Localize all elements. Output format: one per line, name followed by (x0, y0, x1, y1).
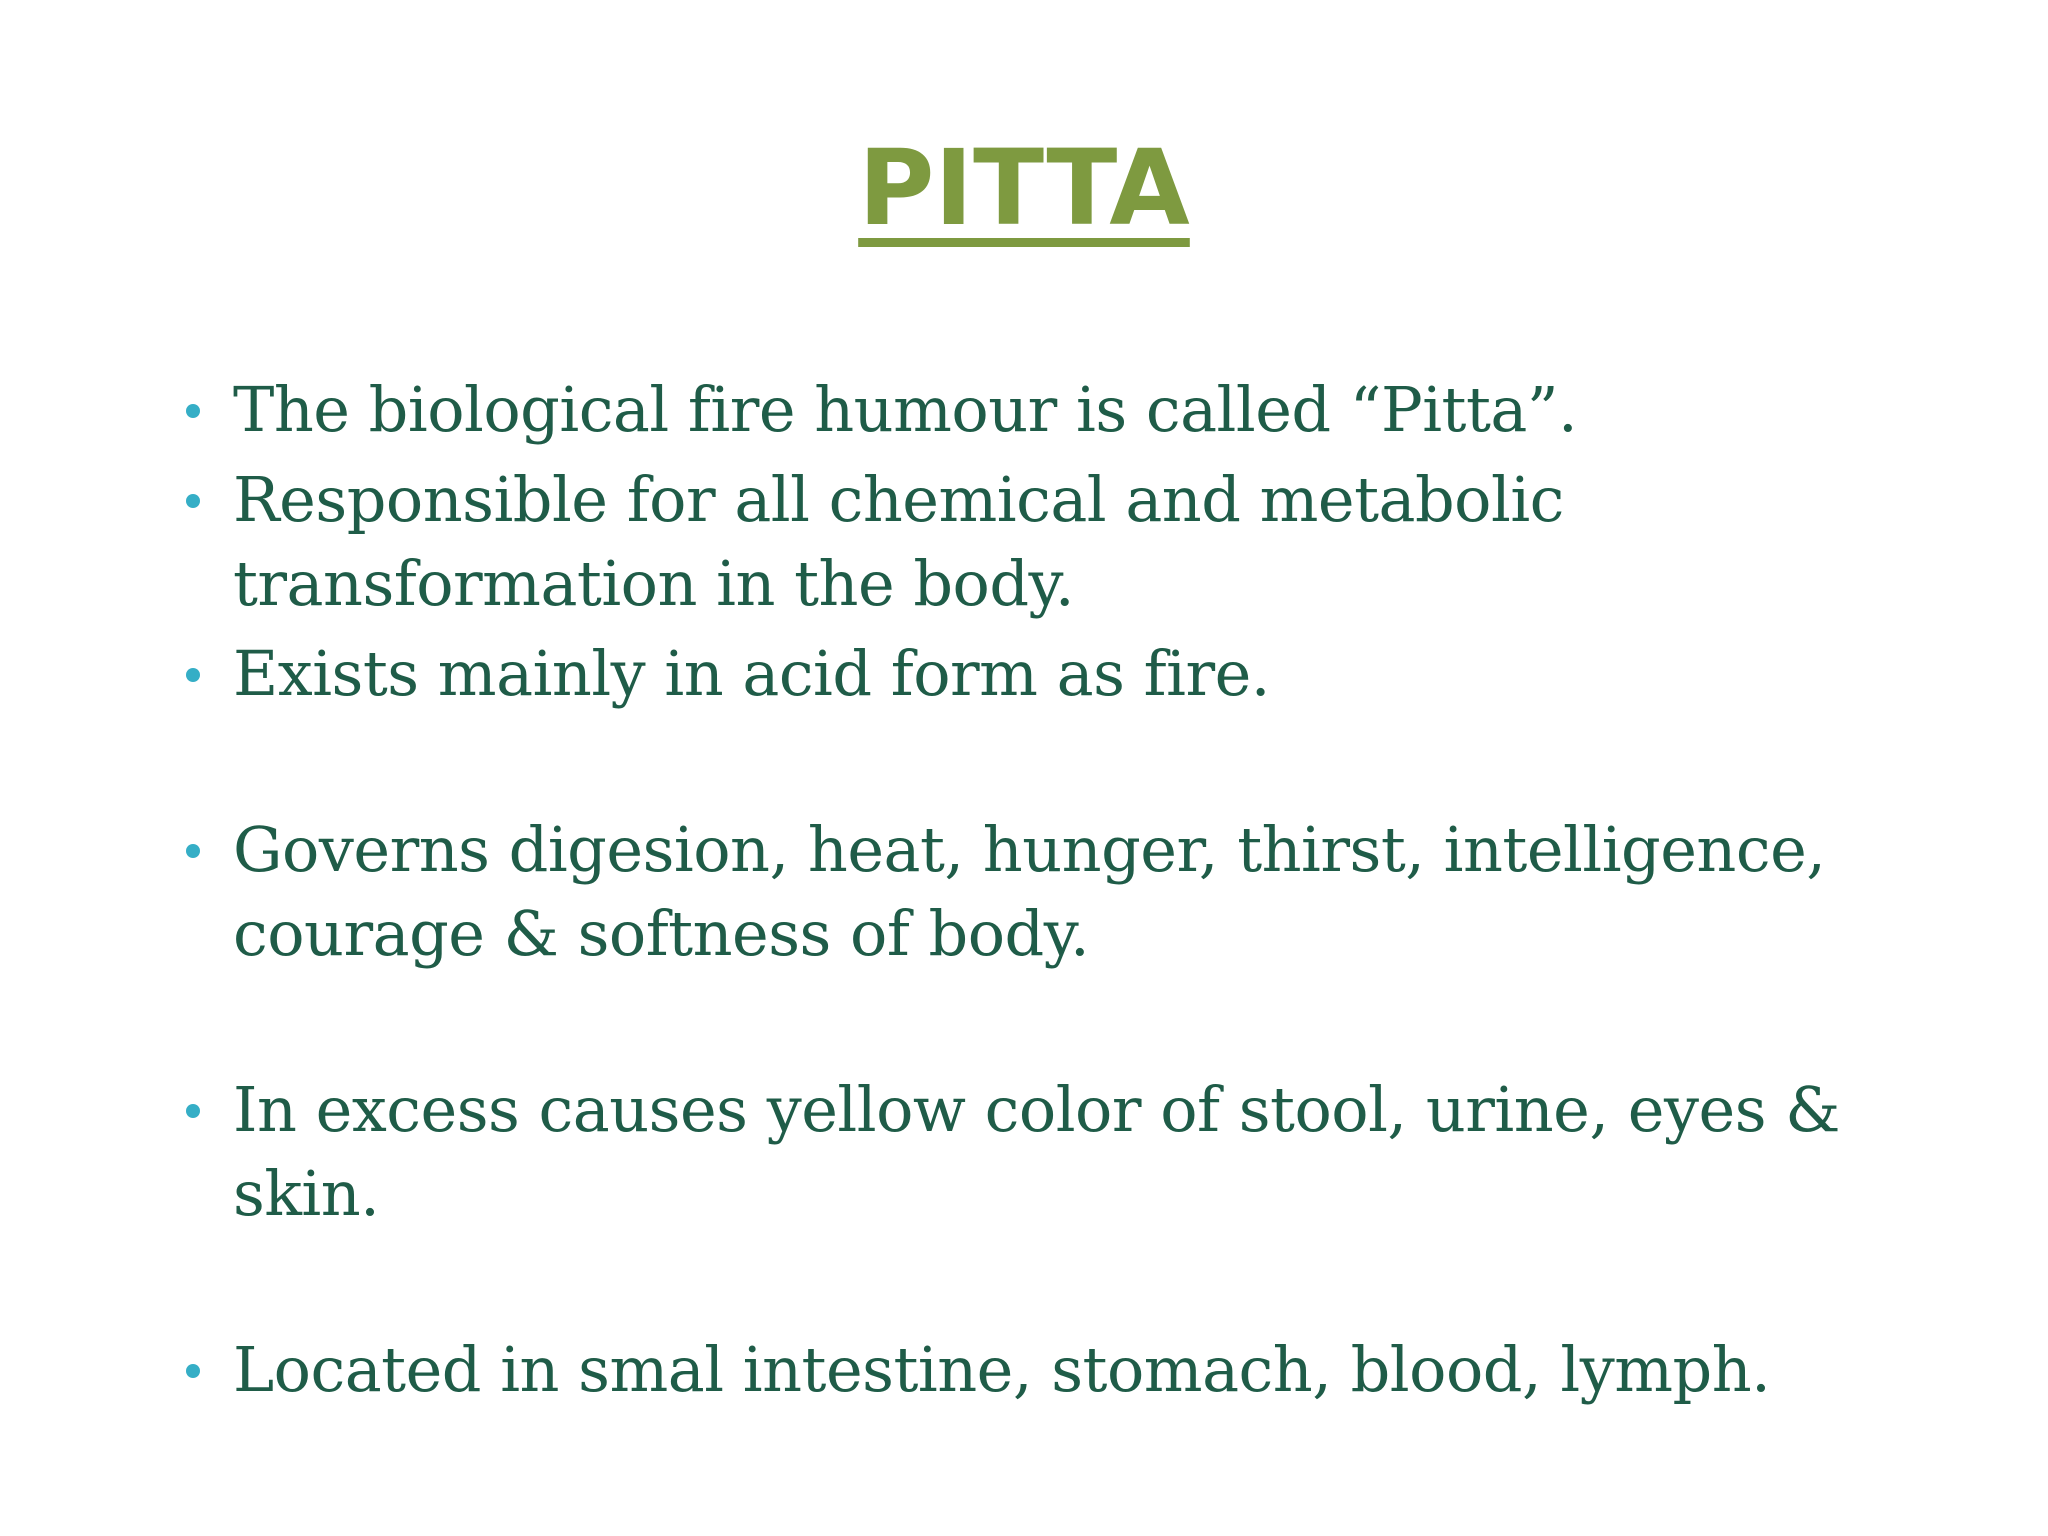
bullet-text: Responsible for all chemical and metabolic transformation in the body. (233, 463, 1564, 620)
bullet-text: In excess causes yellow color of stool, urine, eyes & skin. (233, 1073, 1840, 1230)
slide-title-text: PITTA (858, 127, 1190, 249)
bullet-text: The biological fire humour is called “Pitta”. (233, 373, 1578, 446)
bullet-list (186, 368, 1876, 1412)
bullet-item (186, 368, 1876, 452)
bullet-dot-icon (186, 668, 200, 682)
bullet-item (186, 1328, 1876, 1412)
bullet-dot-icon (186, 1364, 200, 1378)
bullet-dot-icon (186, 494, 200, 508)
bullet-item (186, 632, 1876, 716)
bullet-item (186, 808, 1876, 976)
bullet-dot-icon (186, 844, 200, 858)
bullet-text: Located in smal intestine, stomach, blood, lymph. (233, 1333, 1771, 1406)
bullet-text: Exists mainly in acid form as fire. (233, 637, 1270, 710)
bullet-item (186, 1068, 1876, 1236)
bullet-dot-icon (186, 1104, 200, 1118)
bullet-text: Governs digesion, heat, hunger, thirst, intelligence, courage & softness of body. (233, 813, 1826, 970)
bullet-item (186, 458, 1876, 626)
bullet-dot-icon (186, 404, 200, 418)
slide-title (0, 128, 2048, 248)
